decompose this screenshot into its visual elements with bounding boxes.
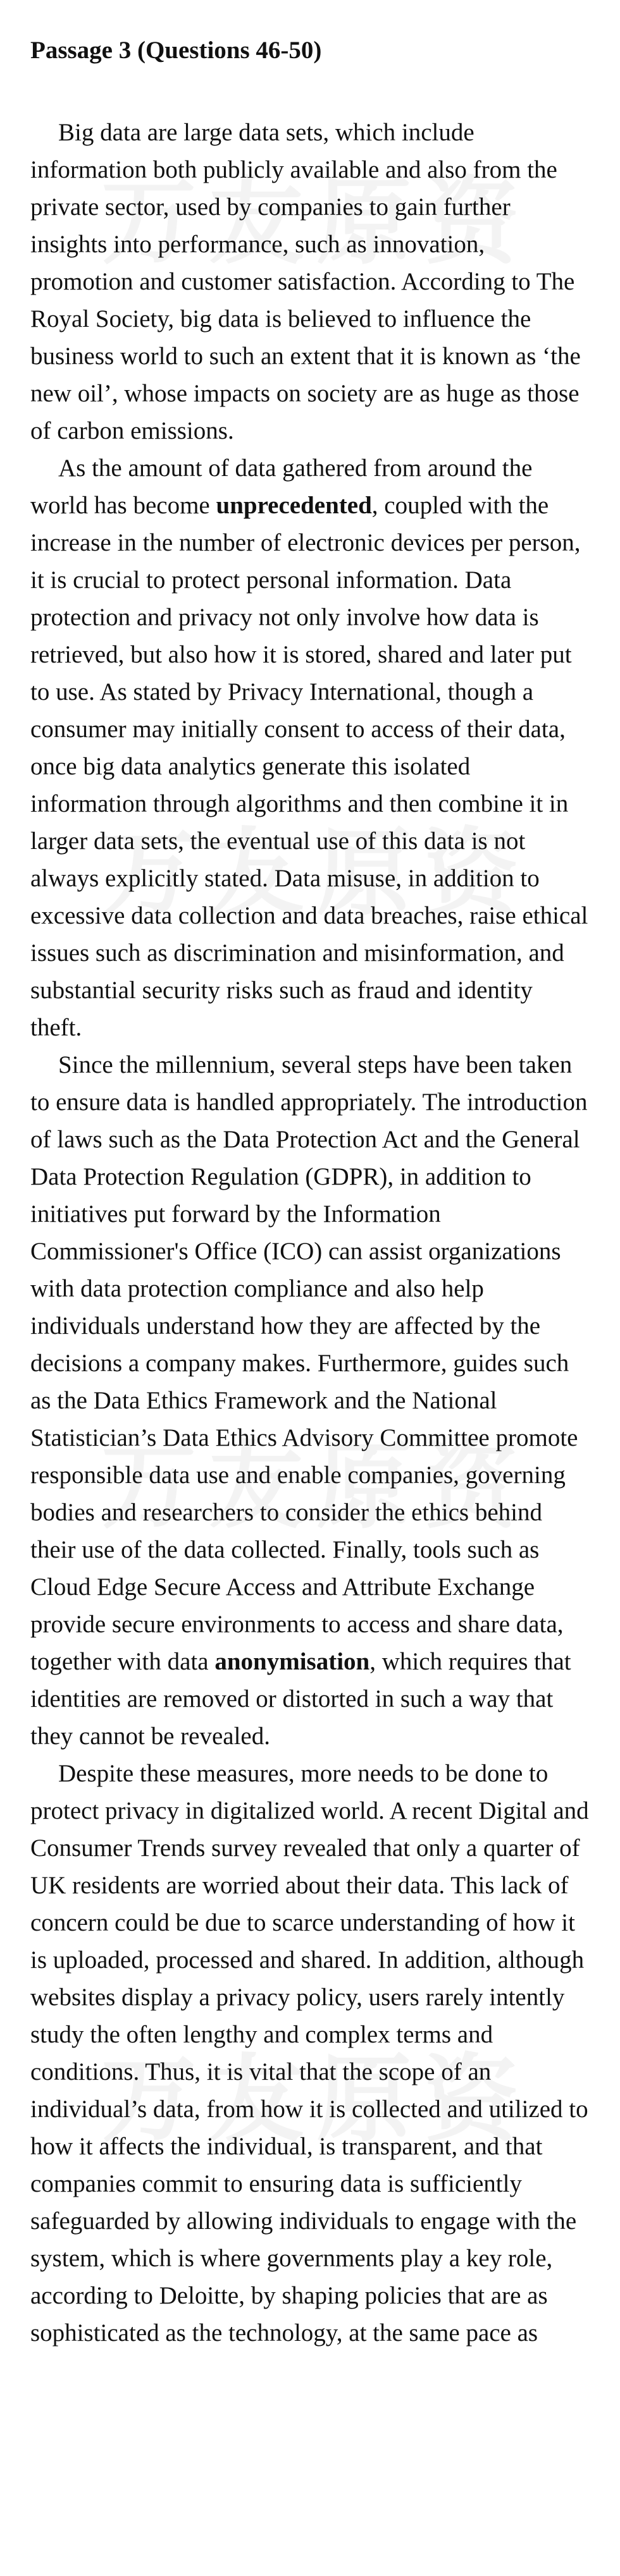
paragraph-3 bbox=[30, 1046, 590, 1755]
bold-term-anonymisation: anonymisation bbox=[214, 1648, 370, 1675]
text-run: , which requires that identities are removed or distorted in such a way that they cannot be revealed. bbox=[30, 1648, 571, 1750]
text-run: Big data are large data sets, which include information both publicly available and also from the private sector, used by companies to gain further insights into performance, such as innovation, promotion and customer satisfaction. According to The Royal Society, big data is believed to influence the business world to such an extent that it is known as ‘the new oil’, whose impacts on society are as huge as those of carbon emissions. bbox=[30, 119, 581, 444]
paragraph-2 bbox=[30, 449, 590, 1046]
passage-title: Passage 3 (Questions 46-50) bbox=[30, 37, 322, 64]
bold-term-unprecedented: unprecedented bbox=[216, 492, 372, 519]
passage-content bbox=[30, 33, 590, 2352]
paragraph-1 bbox=[30, 114, 590, 449]
paragraph-4 bbox=[30, 1755, 590, 2352]
text-run: As the amount of data gathered from around the world has become bbox=[30, 455, 533, 519]
text-run: Despite these measures, more needs to be done to protect privacy in digitalized world. A recent Digital and Consumer Trends survey revealed that only a quarter of UK residents are worried about their data. This lack of concern could be due to scarce understanding of how it is uploaded, processed and shared. In addition, although websites display a privacy policy, users rarely intently study the often lengthy and complex terms and conditions. Thus, it is vital that the scope of an individual’s data, from how it is collected and utilized to how it affects the individual, is transparent, and that companies commit to ensuring data is sufficiently safeguarded by allowing individuals to engage with the system, which is where governments play a key role, according to Deloitte, by shaping policies that are as sophisticated as the technology, at the same pace as bbox=[30, 1760, 589, 2347]
text-run: Since the millennium, several steps have been taken to ensure data is handled appropriately. The introduction of laws such as the Data Protection Act and the General Data Protection Regulation (GDPR), in addition to initiatives put forward by the Information Commissioner's Office (ICO) can assist organizations with data protection compliance and also help individuals understand how they are affected by the decisions a company makes. Furthermore, guides such as the Data Ethics Framework and the National Statistician’s Data Ethics Advisory Committee promote responsible data use and enable companies, governing bodies and researchers to consider the ethics behind their use of the data collected. Finally, tools such as Cloud Edge Secure Access and Attribute Exchange provide secure environments to access and share data, together with data bbox=[30, 1051, 588, 1675]
text-run: , coupled with the increase in the number of electronic devices per person, it is crucial to protect personal information. Data protection and privacy not only involve how data is retrieved, but also how it is stored, shared and later put to use. As stated by Privacy International, though a consumer may initially consent to access of their data, once big data analytics generate this isolated information through algorithms and then combine it in larger data sets, the eventual use of this data is not always explicitly stated. Data misuse, in addition to excessive data collection and data breaches, raise ethical issues such as discrimination and misinformation, and substantial security risks such as fraud and identity theft. bbox=[30, 492, 588, 1041]
